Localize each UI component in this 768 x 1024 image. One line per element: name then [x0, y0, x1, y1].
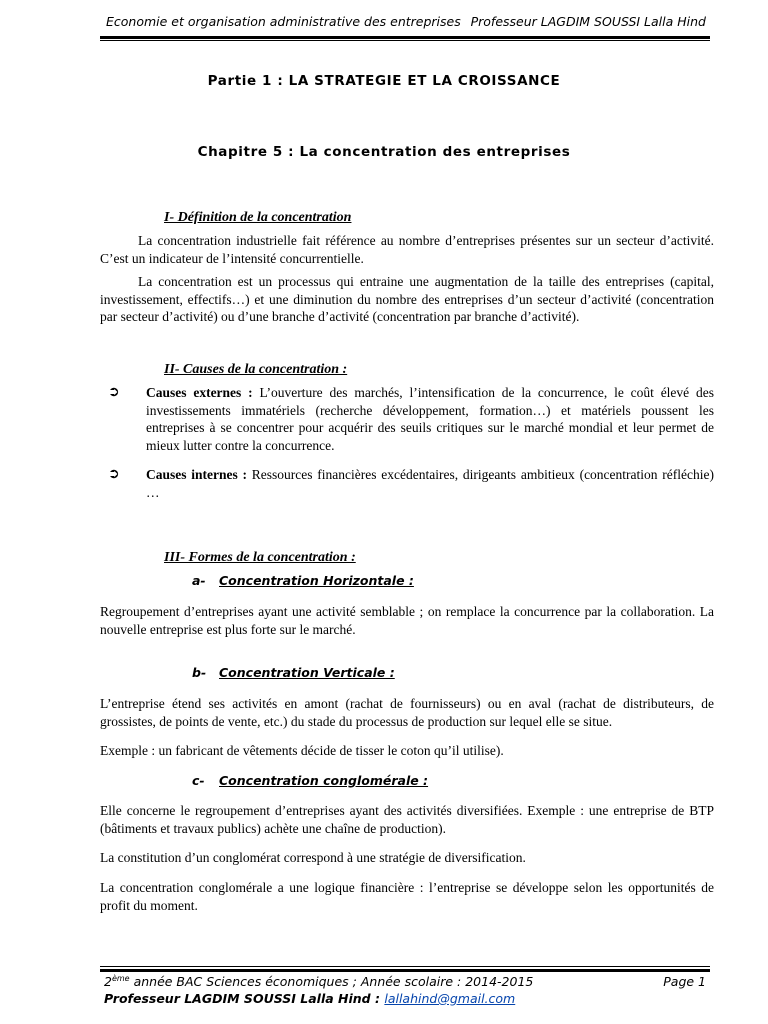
footer-course-line: [104, 974, 533, 989]
email-link[interactable]: lallahind@gmail.com: [384, 991, 516, 1006]
subsection-title: Concentration Horizontale :: [219, 573, 414, 588]
header-author: Professeur LAGDIM SOUSSI Lalla Hind: [470, 14, 706, 29]
header-course-title: Economie et organisation administrative des entreprises: [106, 14, 461, 29]
footer-author-label: Professeur LAGDIM SOUSSI Lalla Hind :: [104, 991, 385, 1006]
header-divider: [100, 36, 710, 39]
part-title: Partie 1 : LA STRATEGIE ET LA CROISSANCE: [207, 73, 561, 89]
subsection-letter: c-: [192, 773, 205, 788]
paragraph: La concentration industrielle fait référence au nombre d’entreprises présentes sur un secteur d’activité. C’est un indicateur de l’intensité concurrentielle.: [100, 233, 714, 266]
list-item: [146, 384, 714, 454]
chapter-title: Chapitre 5 : La concentration des entreprises: [197, 144, 571, 160]
section-heading-definition: I- Définition de la concentration: [164, 210, 352, 225]
list-item-text: L’ouverture des marchés, l’intensification de la concurrence, le coût élevé des investissements immatériels (recherche développement, formation…) et matériels poussent les entreprises à se concentrer pour acquérir des seuils critiques sur le marché mondial et leur permet de mieux lutter contre la concurrence.: [146, 385, 714, 453]
paragraph: La constitution d’un conglomérat correspond à une stratégie de diversification.: [100, 850, 526, 865]
page-number: Page 1: [663, 974, 706, 989]
list-item-label: Causes internes :: [146, 467, 248, 482]
subsection-letter: a-: [192, 573, 206, 588]
list-item-label: Causes externes :: [146, 385, 253, 400]
header-divider-thin: [100, 40, 710, 41]
list-item: [146, 466, 714, 501]
subsection-title: Concentration conglomérale :: [219, 773, 429, 788]
paragraph: Exemple : un fabricant de vêtements décide de tisser le coton qu’il utilise).: [100, 743, 504, 758]
subsection-title: Concentration Verticale :: [219, 665, 395, 680]
subsection-letter: b-: [192, 665, 207, 680]
list-item-text: Ressources financières excédentaires, dirigeants ambitieux (concentration réfléchie) …: [146, 467, 714, 500]
arrow-bullet-icon: ➲: [108, 384, 120, 400]
paragraph: Elle concerne le regroupement d’entreprises ayant des activités diversifiées. Exemple : une entreprise de BTP (bâtiments et travaux publics) achète une chaîne de production).: [100, 803, 714, 836]
footer-author-line: [104, 991, 515, 1006]
section-heading-forms: III- Formes de la concentration :: [164, 550, 356, 565]
paragraph: La concentration conglomérale a une logique financière : l’entreprise se développe selon les opportunités de profit du moment.: [100, 880, 714, 913]
footer-grade: 2: [104, 974, 112, 990]
paragraph: Regroupement d’entreprises ayant une activité semblable ; on remplace la concurrence par la collaboration. La nouvelle entreprise est plus forte sur le marché.: [100, 604, 714, 637]
paragraph: L’entreprise étend ses activités en amont (rachat de fournisseurs) ou en aval (rachat de distributeurs, de grossistes, de points de vente, etc.) du stade du processus de production sur lequel elle se situe.: [100, 696, 714, 729]
footer-grade-suffix: ème: [111, 974, 130, 983]
arrow-bullet-icon: ➲: [108, 466, 120, 482]
footer-divider-thin: [100, 966, 710, 967]
section-heading-causes: II- Causes de la concentration :: [164, 362, 348, 377]
paragraph: La concentration est un processus qui entraine une augmentation de la taille des entreprises (capital, investissement, effectifs…) et une diminution du nombre des entreprises d’un secteur d’activité (concentration par secteur d’activité) ou d’une branche d’activité (concentration par branche d’activité).: [100, 274, 714, 324]
footer-course-text: année BAC Sciences économiques ; Année scolaire : 2014-2015: [129, 974, 534, 990]
footer-divider: [100, 969, 710, 972]
